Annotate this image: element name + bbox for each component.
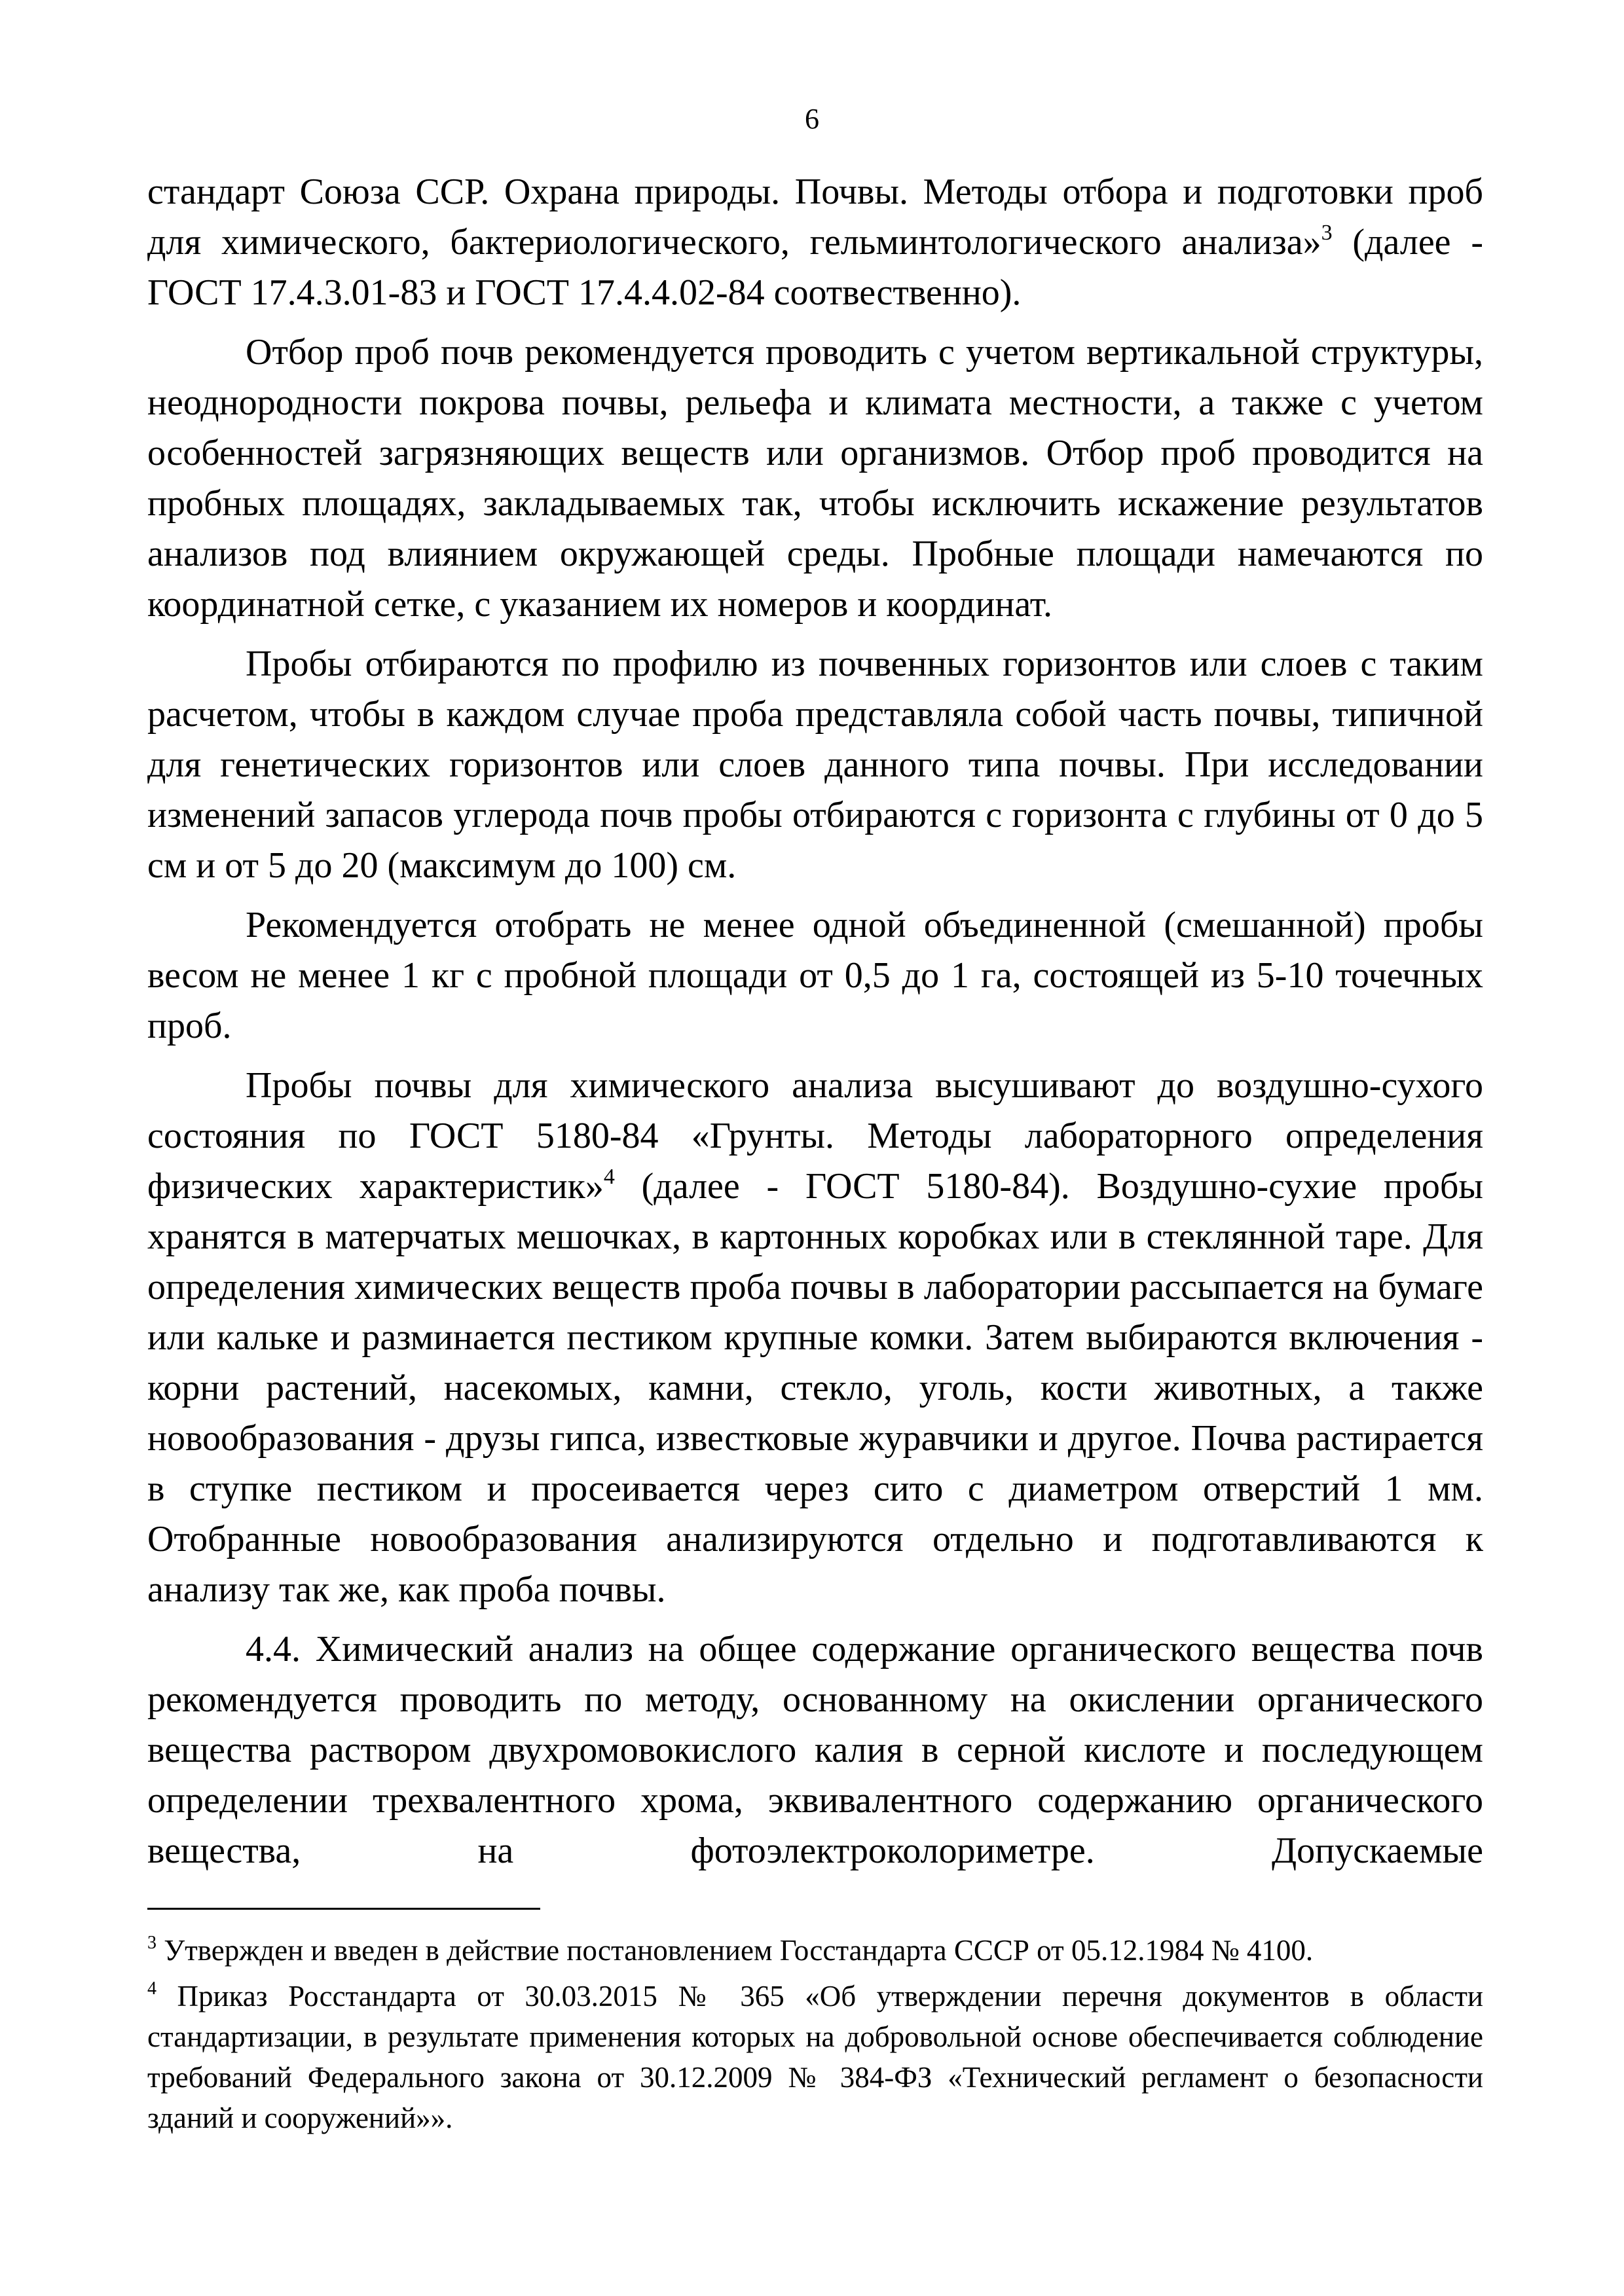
paragraph-continuation	[147, 167, 1483, 318]
footnote-ref-4: 4	[603, 1165, 615, 1189]
paragraph-drying	[147, 1061, 1483, 1615]
paragraph-profile: Пробы отбираются по профилю из почвенных горизонтов или слоев с таким расчетом, чтобы в каждом случае проба представляла собой часть почвы, типичной для генетических горизонтов или слоев данного типа почвы. При исследовании изменений запасов углерода почв пробы отбираются с горизонта с глубины от 0 до 5 см и от 5 до 20 (максимум до 100) см.	[147, 644, 1483, 886]
paragraph-section-4-4: 4.4. Химический анализ на общее содержание органического вещества почв рекомендуется проводить по методу, основанному на окислении органического вещества раствором двухромовокислого калия в серной кислоте и последующем определении трехвалентного хрома, эквивалентного содержанию органического вещества, на фотоэлектроколориметре. Допускаемые	[147, 1629, 1483, 1871]
footnote-ref-3: 3	[1321, 221, 1333, 245]
footnotes	[147, 1930, 1483, 2143]
footnote-4	[147, 1976, 1483, 2138]
paragraph-sampling: Отбор проб почв рекомендуется проводить с учетом вертикальной структуры, неоднородности покрова почвы, рельефа и климата местности, а также с учетом особенностей загрязняющих веществ или организмов. Отбор проб проводится на пробных площадях, закладываемых так, чтобы исключить искажение результатов анализов под влиянием окружающей среды. Пробные площади намечаются по координатной сетке, с указанием их номеров и координат.	[147, 332, 1483, 625]
footnote-separator	[147, 1908, 540, 1910]
footnote-mark: 4	[147, 1978, 157, 1999]
footnote-text: Приказ Росстандарта от 30.03.2015 № 365 «Об утверждении перечня документов в области стандартизации, в результате применения которых на добровольной основе обеспечивается соблюдение требований Федерального закона от 30.12.2009 № 384-ФЗ «Технический регламент о безопасности зданий и сооружений»».	[147, 1980, 1483, 2134]
paragraph-text: Пробы почвы для химического анализа высушивают до воздушно-сухого состояния по ГОСТ 5180-84 «Грунты. Методы лабораторного определения физических характеристик»	[147, 1065, 1483, 1207]
paragraph-text-tail: (далее - ГОСТ 5180-84). Воздушно-сухие пробы хранятся в матерчатых мешочках, в картонных коробках или в стеклянной таре. Для определения химических веществ проба почвы в лаборатории рассыпается на бумаге или кальке и разминается пестиком крупные комки. Затем выбираются включения - корни растений, насекомых, камни, стекло, уголь, кости животных, а также новообразования - друзы гипса, известковые журавчики и другое. Почва растирается в ступке пестиком и просеивается через сито с диаметром отверстий 1 мм. Отобранные новообразования анализируются отдельно и подготавливаются к анализу так же, как проба почвы.	[147, 1166, 1484, 1610]
footnote-mark: 3	[147, 1933, 157, 1953]
footnote-3	[147, 1930, 1483, 1971]
paragraph-text: стандарт Союза ССР. Охрана природы. Почвы. Методы отбора и подготовки проб для химического, бактериологического, гельминтологического анализа»	[147, 172, 1483, 263]
footnote-text: Утвержден и введен в действие постановлением Госстандарта СССР от 05.12.1984 № 4100.	[157, 1934, 1314, 1967]
paragraph-combined-sample: Рекомендуется отобрать не менее одной объединенной (смешанной) пробы весом не менее 1 кг с пробной площади от 0,5 до 1 га, состоящей из 5-10 точечных проб.	[147, 905, 1483, 1046]
body-text	[147, 167, 1483, 1876]
paragraph-text-tail: (далее - ГОСТ 17.4.3.01-83 и ГОСТ 17.4.4.02-84 соотвественно).	[147, 222, 1483, 313]
page-number: 6	[805, 103, 819, 135]
